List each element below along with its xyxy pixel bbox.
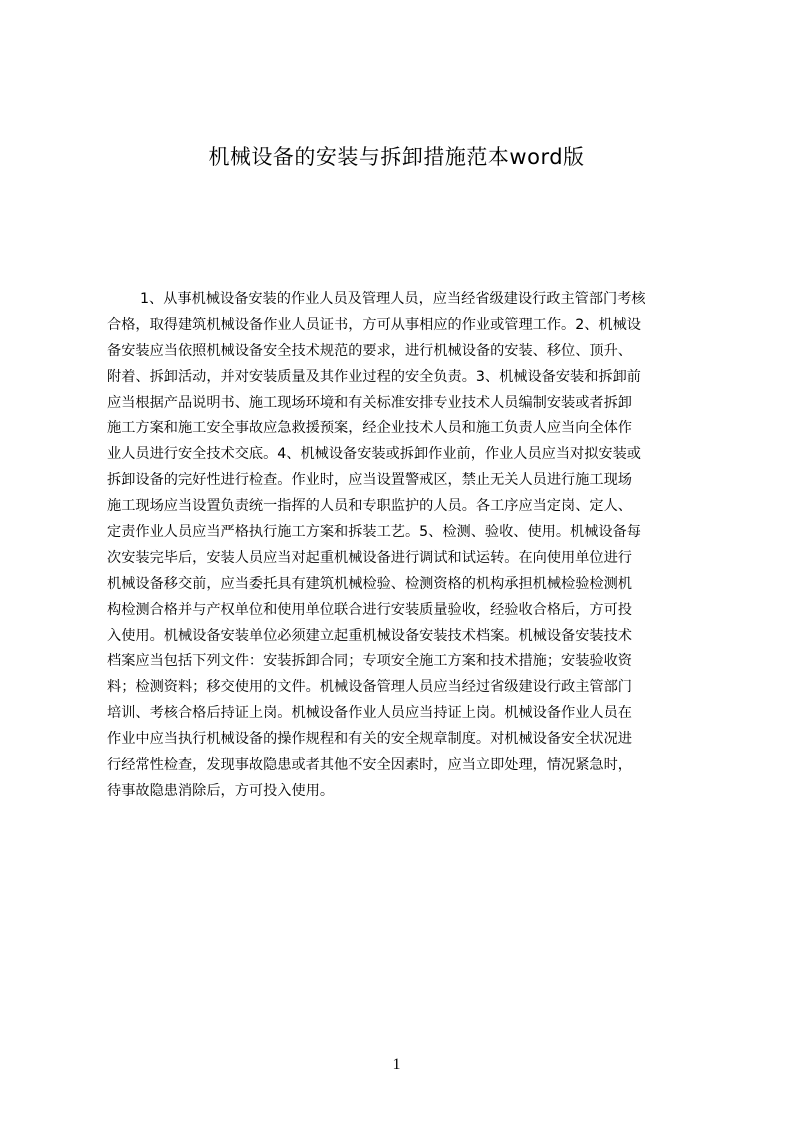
text-line: 培训、考核合格后持证上岗。机械设备作业人员应当持证上岗。机械设备作业人员在	[107, 705, 632, 722]
text-line: 行经常性检查，发现事故隐患或者其他不安全因素时，应当立即处理，情况紧急时，	[107, 757, 632, 774]
text-line: 附着、拆卸活动，并对安装质量及其作业过程的安全负责。3、机械设备安装和拆卸前	[107, 368, 641, 385]
text-line: 档案应当包括下列文件：安装拆卸合同；专项安全施工方案和技术措施；安装验收资	[107, 653, 632, 670]
text-line: 应当根据产品说明书、施工现场环境和有关标准安排专业技术人员编制安装或者拆卸	[107, 394, 632, 411]
text-line: 待事故隐患消除后，方可投入使用。	[107, 782, 335, 799]
text-line: 定责作业人员应当严格执行施工方案和拆装工艺。5、检测、验收、使用。机械设备每	[107, 524, 641, 541]
text-line: 施工现场应当设置负责统一指挥的人员和专职监护的人员。各工序应当定岗、定人、	[107, 498, 632, 515]
text-line: 构检测合格并与产权单位和使用单位联合进行安装质量验收，经验收合格后，方可投	[107, 601, 632, 618]
text-line: 料；检测资料；移交使用的文件。机械设备管理人员应当经过省级建设行政主管部门	[107, 679, 632, 696]
text-line: 备安装应当依照机械设备安全技术规范的要求，进行机械设备的安装、移位、顶升、	[107, 342, 632, 359]
text-line: 入使用。机械设备安装单位必须建立起重机械设备安装技术档案。机械设备安装技术	[107, 627, 632, 644]
text-line: 次安装完毕后，安装人员应当对起重机械设备进行调试和试运转。在向使用单位进行	[107, 549, 632, 566]
text-line: 合格，取得建筑机械设备作业人员证书，方可从事相应的作业或管理工作。2、机械设	[107, 316, 641, 333]
text-line: 业人员进行安全技术交底。4、机械设备安装或拆卸作业前，作业人员应当对拟安装或	[107, 446, 641, 463]
text-line: 1、从事机械设备安装的作业人员及管理人员，应当经省级建设行政主管部门考核	[140, 291, 646, 307]
body-paragraph	[107, 287, 708, 827]
text-line: 机械设备移交前，应当委托具有建筑机械检验、检测资格的机构承担机械检验检测机	[107, 575, 632, 592]
text-line: 拆卸设备的完好性进行检查。作业时，应当设置警戒区，禁止无关人员进行施工现场	[107, 472, 632, 489]
text-line: 施工方案和施工安全事故应急救援预案，经企业技术人员和施工负责人应当向全体作	[107, 420, 632, 437]
document-title: 机械设备的安装与拆卸措施范本word版	[208, 145, 585, 169]
page-number: 1	[392, 1056, 401, 1073]
text-line: 作业中应当执行机械设备的操作规程和有关的安全规章制度。对机械设备安全状况进	[107, 731, 632, 748]
